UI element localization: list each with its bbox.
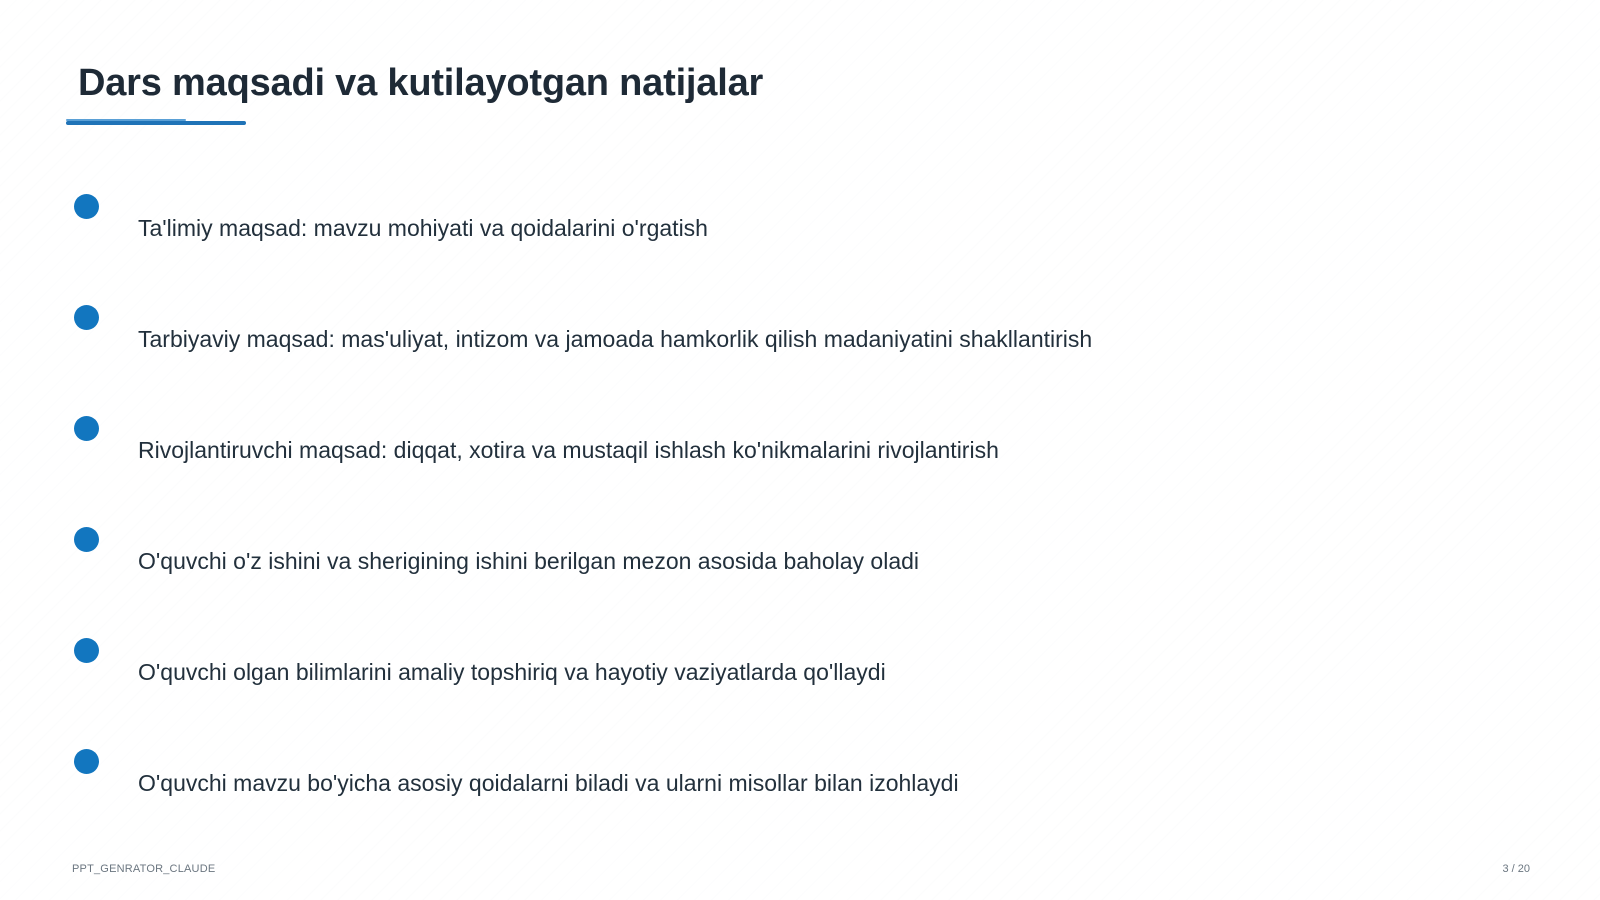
list-item xyxy=(0,749,1600,829)
list-item xyxy=(0,416,1600,496)
page-indicator: 3 / 20 xyxy=(1502,863,1530,875)
bullet-dot-icon xyxy=(74,749,99,774)
slide-title: Dars maqsadi va kutilayotgan natijalar xyxy=(78,62,764,104)
bullet-dot-icon xyxy=(74,305,99,330)
list-item xyxy=(0,194,1600,274)
list-item xyxy=(0,527,1600,607)
bullet-dot-icon xyxy=(74,194,99,219)
footer-generator-label: PPT_GENRATOR_CLAUDE xyxy=(72,863,216,875)
list-item xyxy=(0,305,1600,385)
bullet-text: Tarbiyaviy maqsad: mas'uliyat, intizom va jamoada hamkorlik qilish madaniyatini shakllantirish xyxy=(138,326,1093,352)
bullet-dot-icon xyxy=(74,638,99,663)
list-item xyxy=(0,638,1600,718)
bullet-text: Rivojlantiruvchi maqsad: diqqat, xotira va mustaqil ishlash ko'nikmalarini rivojlantirish xyxy=(138,437,999,463)
bullet-text: Ta'limiy maqsad: mavzu mohiyati va qoidalarini o'rgatish xyxy=(138,215,708,241)
bullet-text: O'quvchi olgan bilimlarini amaliy topshiriq va hayotiy vaziyatlarda qo'llaydi xyxy=(138,659,886,685)
bullet-dot-icon xyxy=(74,527,99,552)
bullet-text: O'quvchi o'z ishini va sherigining ishini berilgan mezon asosida baholay oladi xyxy=(138,548,920,574)
bullet-text: O'quvchi mavzu bo'yicha asosiy qoidalarni biladi va ularni misollar bilan izohlaydi xyxy=(138,770,959,796)
bullet-dot-icon xyxy=(74,416,99,441)
